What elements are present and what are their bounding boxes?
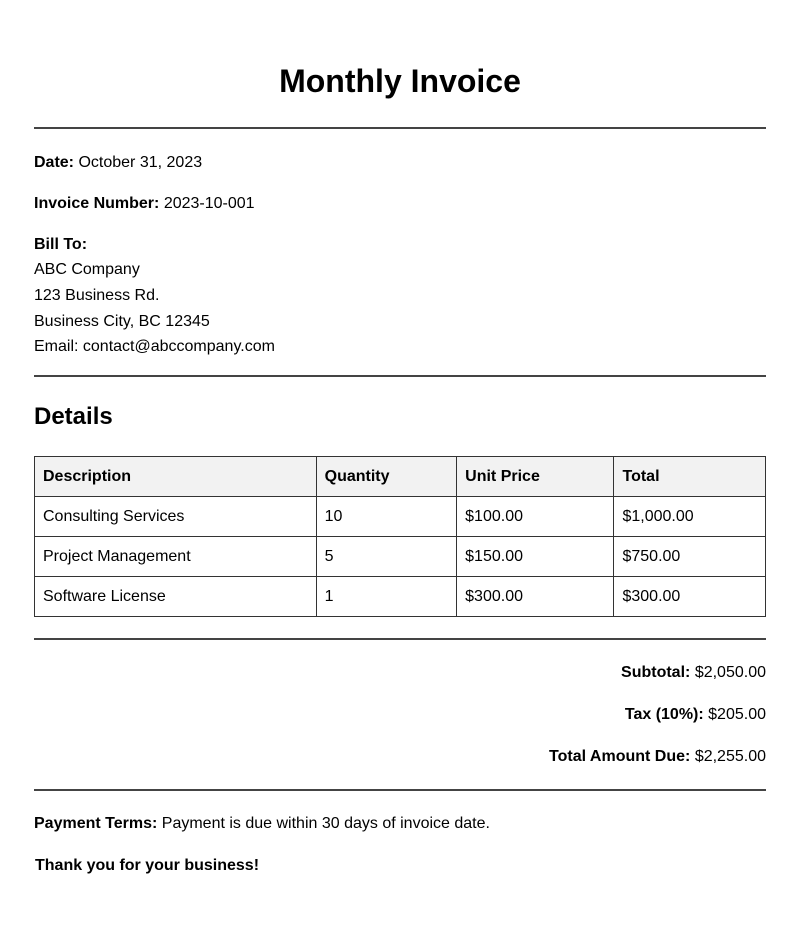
table-row: [35, 497, 766, 537]
tax-line: [34, 706, 766, 724]
column-header-unit-price: Unit Price: [457, 457, 614, 497]
invoice-number: [34, 195, 766, 213]
column-header-quantity: Quantity: [316, 457, 457, 497]
divider: [34, 638, 766, 640]
cell-description: Consulting Services: [35, 497, 317, 537]
bill-to-company: ABC Company: [34, 261, 140, 278]
cell-total: $750.00: [614, 537, 766, 577]
bill-to-email: Email: contact@abccompany.com: [34, 338, 275, 355]
tax-label: Tax (10%):: [624, 706, 704, 723]
table-row: [35, 537, 766, 577]
subtotal-label: Subtotal:: [621, 664, 691, 681]
bill-to-street: 123 Business Rd.: [34, 287, 160, 304]
thank-you-note: Thank you for your business!: [35, 857, 260, 874]
table-header-row: [35, 457, 766, 497]
tax-value: $205.00: [708, 706, 766, 723]
divider: [34, 789, 766, 791]
cell-description: Software License: [35, 577, 317, 617]
details-heading: Details: [34, 403, 113, 430]
invoice-date: [34, 154, 766, 172]
invoice-title: Monthly Invoice: [279, 63, 521, 99]
cell-unit-price: $150.00: [457, 537, 614, 577]
total-due-value: $2,255.00: [694, 748, 766, 765]
total-due-label: Total Amount Due:: [549, 748, 691, 765]
cell-total: $300.00: [614, 577, 766, 617]
invoice-number-label: Invoice Number:: [34, 195, 160, 212]
invoice-number-value: 2023-10-001: [163, 195, 255, 212]
payment-terms: [34, 815, 766, 833]
subtotal-value: $2,050.00: [694, 664, 766, 681]
cell-description: Project Management: [35, 537, 317, 577]
column-header-description: Description: [35, 457, 317, 497]
cell-quantity: 10: [316, 497, 457, 537]
payment-terms-value: Payment is due within 30 days of invoice date.: [161, 815, 490, 832]
subtotal-line: [34, 664, 766, 682]
total-due-line: [34, 748, 766, 766]
cell-total: $1,000.00: [614, 497, 766, 537]
cell-quantity: 5: [316, 537, 457, 577]
date-label: Date:: [34, 154, 75, 171]
cell-unit-price: $100.00: [457, 497, 614, 537]
cell-quantity: 1: [316, 577, 457, 617]
table-row: [35, 577, 766, 617]
invoice-items-table: [34, 456, 766, 617]
payment-terms-label: Payment Terms:: [34, 815, 158, 832]
bill-to-city: Business City, BC 12345: [34, 313, 210, 330]
column-header-total: Total: [614, 457, 766, 497]
divider: [34, 375, 766, 377]
divider: [34, 127, 766, 129]
date-value: October 31, 2023: [78, 154, 203, 171]
cell-unit-price: $300.00: [457, 577, 614, 617]
invoice-page: [34, 0, 766, 875]
bill-to-label: Bill To:: [34, 236, 88, 253]
